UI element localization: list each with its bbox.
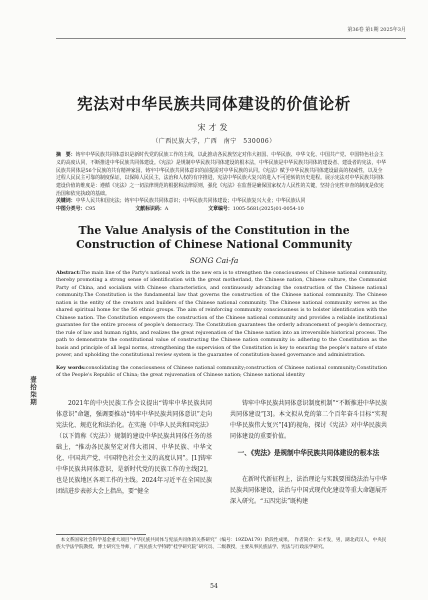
abstract-chinese (56, 152, 387, 199)
article-number-value: 1005-5681(2025)01-0054-10 (232, 206, 304, 212)
body-column-left: 2021年的中央民族工作会议提出“铸牢中华民族共同体意识”命题，强调要推动“铸牢中华民族共同体意识”走向宪法化、规范化和法治化。在实施《中华人民共和国宪法》（以下简称《宪法》）规制的建设中华民族共同体任务的基础上，“推动各民族坚定对伟大祖国、中华民族、中华文化、中国共产党、中国特色社会主义的高度认同”。[1]铸牢中华民族共同体意识，是新时代党的民族工作的主线[2]，也是民族地区各项工作的主线。2024年习近平在全国民族团结进步表彰大会上指出，要“健全 (56, 400, 213, 495)
clc-label: 中图分类号： (56, 206, 86, 212)
title-english: The Value Analysis of the Constitution in the Construction of Chinese National Community (76, 224, 352, 251)
footnote-divider (56, 534, 146, 535)
body-column-right-para1: 铸牢中华民族共同体意识制度机制”“不断推进中华民族共同体建设”[3]。本文拟从党的第二个百年奋斗目标“实现中华民族伟大复兴”[4]的视角，探讨《宪法》对中华民族共同体建设的重要价值。 (230, 400, 387, 440)
body-column-right-para2: 在新时代新征程上，法治理论与实践要围绕法治与中华民族共同体建设，法治与中国式现代化建设等重大命题展开深入研究。“五四宪法”既构建 (230, 476, 387, 505)
abstract-chinese-label: 摘 要： (56, 152, 76, 158)
clc-number (56, 206, 95, 214)
abstract-english (56, 270, 387, 359)
issue-info: 第36卷 第1期 2025年3月 (347, 27, 406, 33)
article-number (208, 206, 303, 214)
section-heading: 一、《宪法》是规制中华民族共同体建设的根本法 (237, 449, 380, 457)
keywords-english (56, 365, 387, 380)
clc-value: C95 (85, 206, 96, 212)
keywords-chinese (56, 198, 387, 206)
page-header (56, 20, 406, 39)
keywords-english-label: Key words: (56, 365, 86, 371)
abstract-english-label: Abstract: (56, 270, 81, 276)
doc-code-value: A (164, 206, 169, 212)
keywords-chinese-label: 关键词： (56, 198, 76, 204)
author-chinese: 宋才发 (197, 123, 231, 132)
keywords-english-text: consolidating the consciousness of Chinese national community;construction of Chinese national community;Constitution of the People's Republic of China; the great rejuvenation of Chinese nation; Chinese national identity (56, 365, 387, 379)
author-english: SONG Cai-fa (189, 256, 239, 265)
affiliation-chinese: （广西民族大学，广西 南宁 530006） (152, 138, 276, 145)
document-code (135, 206, 168, 214)
classification-line (56, 206, 387, 214)
abstract-chinese-text: 铸牢中华民族共同体意识是新时代党的民族工作的主线，以此推动各民族坚定对伟大祖国、中华民族、中华文化、中国共产党、中国特色社会主义的高度认同，不断推进中华民族共同体建设。《宪法》是规制中华民族共同体建设的根本法，中华民族是中华民族共同体的建设者、建设者的宪法，中华民族共同体是56个民族的共有精神家园，铸牢中华民族共同体意识的前提需对中华民族的认同。《宪法》赋予中华民族共同体建设最高的权威性，以及全过程人民民主可靠的制度保证，以保障人民民主，法治和人权的有序推进，宪法中华民族大复兴的进入不可逆转的历史进程。展示宪法对中华民族共同体建设价值的维度是：遵循《宪法》之一切法律规范的根据和法律原则，强化《宪法》在监督是确保国家权力人民性的关键，坚持合宪性审查的制度是依宪治国和依宪执政的基础。 (56, 152, 387, 197)
article-number-label: 文章编号： (208, 206, 233, 212)
page-number: 54 (210, 583, 218, 590)
margin-stamp: 壹拾柒期 (29, 376, 37, 406)
abstract-english-text: The main line of the Party's national work in the new era is to strengthen the consciousness of Chinese national community, thereby promoting a strong sense of identification with the great motherland, the Chinese nation, Chinese culture, the Communist Party of China, and socialism with Chinese characteristics, and continuously advancing the construction of the Chinese national community.The Constitution is the fundamental law that governs the construction of the Chinese national community. The Chinese nation is the entity of the creators and builders of the Chinese national community. The Chinese national community serves as the shared spiritual home for the 56 ethnic groups. The aim of reinforcing community consciousness is to bolster identification with the Chinese nation. The Constitution empowers the construction of the Chinese national community and provides a reliable institutional guarantee for the entire process of people's democracy. The Constitution guarantees the orderly advancement of people's democracy, the rule of law and human rights, and realizes the great rejuvenation of the Chinese nation into an irreversible historical process. The path to demonstrate the constitutional value of constructing the Chinese nation community is: adhering to the Constitution as the basis and principle of all legal norms, strengthening the supervision of the Constitution is key to ensuring the people's nature of state power, and upholding the constitutional review system is the guarantee of constitution-based governance and administration. (56, 270, 387, 358)
title-chinese: 宪法对中华民族共同体建设的价值论析 (77, 94, 351, 113)
doc-code-label: 文献标识码： (135, 206, 165, 212)
footnote: 本文系国家社会科学基金重大项目“中华民族共同体与宪法共同体的关系研究”（编号：19ZDA179）阶段性成果。 作者简介：宋才发，男，湖北武汉人，中央民族大学法学院教授、博士研究生导师，广西民族大学特聘“桂学研究院”研究员、二级教授，主要从事民族法学、宪法与行政法学研究。 (56, 538, 387, 550)
keywords-chinese-text: 中华人民共和国宪法；铸牢中华民族共同体意识；中华民族共同体建设；中华民族复兴大业；中华民族认同 (75, 198, 306, 204)
